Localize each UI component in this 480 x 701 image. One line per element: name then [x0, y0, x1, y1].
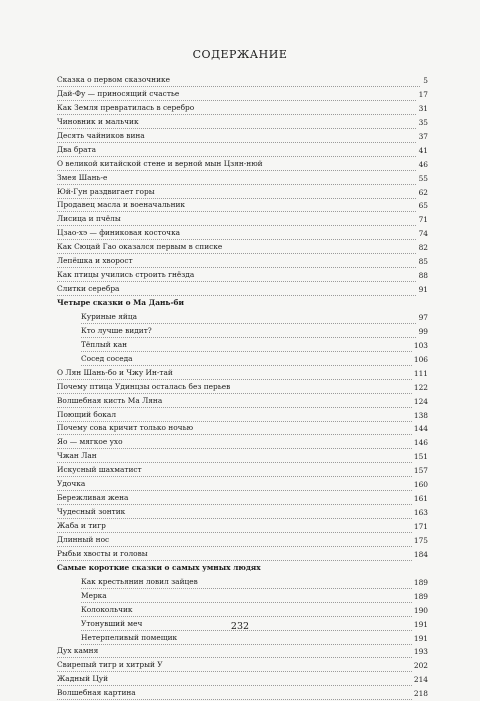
toc-entry-title: [57, 395, 428, 408]
toc-entry-text: Длинный нос: [57, 534, 110, 544]
toc-entry: [57, 339, 428, 353]
page-title: СОДЕРЖАНИЕ: [192, 48, 288, 61]
toc-entry: [57, 311, 428, 325]
toc-entry-title: [57, 158, 428, 171]
toc-entry-title: [57, 534, 428, 547]
toc-entry-title: [57, 422, 428, 435]
toc-entry-text: Рыбьи хвосты и головы: [57, 548, 148, 558]
toc-entry: [57, 478, 428, 492]
toc-entry-page: 160: [412, 478, 428, 492]
toc-entry: [57, 632, 428, 646]
toc-entry-text: Продавец масла и военачальник: [57, 200, 186, 210]
toc-entry-page: 138: [412, 409, 428, 423]
toc-entry-text: Волшебная картина: [57, 688, 136, 698]
toc-entry: [57, 116, 428, 130]
toc-entry: [57, 172, 428, 186]
toc-entry: [57, 283, 428, 297]
toc-entry: [57, 422, 428, 436]
toc-entry-page: 46: [417, 158, 428, 172]
toc-entry: [57, 673, 428, 687]
toc-entry-title: [57, 116, 428, 129]
toc-entry-page: 71: [417, 213, 428, 227]
toc-entry-title: [57, 255, 428, 268]
toc-entry-page: 122: [412, 381, 428, 395]
toc-entry-text: Чудесный зонтик: [57, 507, 126, 517]
toc-entry: [57, 255, 428, 269]
toc-entry: [57, 74, 428, 88]
toc-entry-title: [81, 339, 428, 352]
toc-entry: [57, 227, 428, 241]
toc-entry-text: Искусный шахматист: [57, 465, 142, 475]
toc-entry: [57, 102, 428, 116]
toc-entry: [57, 464, 428, 478]
toc-entry-page: 171: [412, 520, 428, 534]
toc-entry-text: Как Сюцай Гао оказался первым в списке: [57, 242, 223, 252]
toc-entry-text: Как крестьянин ловил зайцев: [81, 576, 198, 586]
toc-entry-text: Лепёшка и хворост: [57, 256, 133, 266]
table-of-contents: [57, 74, 428, 701]
toc-entry-page: 146: [412, 436, 428, 450]
toc-entry-title: [81, 604, 428, 617]
toc-entry-text: Четыре сказки о Ма Дань-би: [57, 298, 184, 307]
toc-entry-text: О великой китайской стене и верной мын Цзян-нюй: [57, 158, 263, 168]
toc-entry-page: 202: [412, 659, 428, 673]
toc-entry-page: 163: [412, 506, 428, 520]
toc-entry-text: Жаба и тигр: [57, 521, 106, 530]
toc-entry: [57, 88, 428, 102]
toc-entry-title: [81, 590, 428, 603]
toc-entry-text: Два брата: [57, 144, 97, 154]
toc-entry: [57, 576, 428, 590]
toc-entry-text: Почему птица Удинцзы осталась без перьев: [57, 381, 231, 391]
toc-entry: [57, 325, 428, 339]
toc-entry-text: Слитки серебра: [57, 284, 120, 294]
toc-entry-page: 37: [417, 130, 428, 144]
toc-entry-text: Кто лучше видит?: [81, 325, 152, 335]
toc-entry-title: [57, 506, 428, 519]
toc-entry-title: [57, 241, 428, 254]
toc-entry: [57, 213, 428, 227]
toc-entry-page: 106: [412, 353, 428, 367]
toc-entry: [57, 687, 428, 701]
toc-entry-text: Утонувший меч: [81, 618, 143, 628]
toc-entry: [57, 367, 428, 381]
toc-entry-page: 35: [417, 116, 428, 130]
toc-entry-text: Нетерпеливый помещик: [81, 632, 178, 642]
toc-entry-page: 214: [412, 673, 428, 687]
toc-entry: [57, 130, 428, 144]
toc-entry-title: [57, 172, 428, 185]
toc-entry: [57, 520, 428, 534]
toc-entry-title: [57, 562, 428, 574]
toc-entry-title: [57, 450, 428, 463]
toc-entry-title: [57, 409, 428, 422]
toc-entry: [57, 548, 428, 562]
toc-entry-title: [57, 283, 428, 296]
toc-entry-page: 157: [412, 464, 428, 478]
toc-entry-page: 124: [412, 395, 428, 409]
toc-entry-title: [57, 659, 428, 672]
toc-entry-title: [57, 269, 428, 282]
toc-entry-title: [57, 74, 428, 87]
toc-entry-page: 41: [417, 144, 428, 158]
toc-entry-title: [81, 311, 428, 324]
toc-entry: [57, 659, 428, 673]
toc-entry: [57, 409, 428, 423]
toc-entry-page: 65: [417, 199, 428, 213]
toc-entry: [57, 590, 428, 604]
toc-entry-page: 151: [412, 450, 428, 464]
toc-entry: [57, 395, 428, 409]
toc-entry-text: Поющий бокал: [57, 409, 117, 419]
toc-entry-page: 103: [412, 339, 428, 353]
toc-entry-text: Мерка: [81, 590, 107, 600]
toc-entry-text: Бережливая жена: [57, 493, 129, 503]
toc-entry-page: 193: [412, 645, 428, 659]
toc-entry-title: [57, 213, 428, 226]
toc-entry: [57, 450, 428, 464]
toc-entry-page: 189: [412, 576, 428, 590]
toc-entry-page: 190: [412, 604, 428, 618]
toc-entry-text: Жадный Цуй: [57, 674, 109, 684]
toc-entry-title: [57, 102, 428, 115]
toc-entry-title: [57, 367, 428, 380]
toc-entry-page: 218: [412, 687, 428, 701]
toc-entry: [57, 492, 428, 506]
toc-entry-text: Лисица и пчёлы: [57, 214, 121, 224]
toc-entry-text: Свирепый тигр и хитрый У: [57, 660, 163, 670]
toc-entry-title: [57, 199, 428, 212]
toc-entry-page: 175: [412, 534, 428, 548]
toc-entry-title: [57, 130, 428, 143]
toc-entry-title: [57, 227, 428, 240]
toc-entry-text: Куриные яйца: [81, 311, 138, 321]
toc-entry-page: 5: [421, 74, 428, 88]
toc-entry-text: Почему сова кричит только ночью: [57, 423, 194, 433]
toc-entry-title: [57, 144, 428, 157]
toc-entry: [57, 144, 428, 158]
toc-entry-text: О Лян Шань-бо и Чжу Ин-тай: [57, 367, 173, 377]
toc-entry-title: [57, 464, 428, 477]
toc-entry-text: Яо — мягкое ухо: [57, 437, 123, 447]
toc-entry: [57, 381, 428, 395]
toc-entry-text: Колокольчик: [81, 604, 133, 614]
toc-section-heading: [57, 562, 428, 576]
toc-entry-title: [57, 645, 428, 658]
toc-entry-title: [81, 325, 428, 338]
toc-entry-text: Тёплый кан: [81, 339, 128, 349]
toc-entry-title: [57, 186, 428, 199]
toc-entry: [57, 158, 428, 172]
toc-entry-page: 85: [417, 255, 428, 269]
toc-entry-text: Чиновник и мальчик: [57, 116, 139, 126]
toc-entry-title: [57, 520, 428, 533]
toc-entry-page: 189: [412, 590, 428, 604]
toc-entry-text: Дай-Фу — приносящий счастье: [57, 88, 180, 98]
toc-entry-page: 31: [417, 102, 428, 116]
page-number: 232: [230, 621, 250, 632]
toc-entry-text: Волшебная кисть Ма Ляна: [57, 395, 163, 405]
toc-entry-title: [57, 436, 428, 449]
toc-entry-page: 17: [417, 88, 428, 102]
toc-entry-page: 191: [412, 632, 428, 646]
toc-entry: [57, 186, 428, 200]
toc-entry: [57, 506, 428, 520]
toc-entry-page: 184: [412, 548, 428, 562]
toc-entry-title: [57, 492, 428, 505]
toc-entry-text: Сосед соседа: [81, 353, 133, 363]
toc-entry-title: [81, 632, 428, 645]
toc-entry: [57, 645, 428, 659]
toc-entry-title: [81, 353, 428, 366]
toc-entry-page: 62: [417, 186, 428, 200]
toc-entry: [57, 269, 428, 283]
toc-entry-text: Как Земля превратилась в серебро: [57, 102, 195, 112]
toc-entry-title: [57, 297, 428, 309]
toc-entry-page: 91: [417, 283, 428, 297]
toc-entry-title: [81, 576, 428, 589]
toc-entry-title: [57, 673, 428, 686]
toc-entry: [57, 241, 428, 255]
toc-entry-page: 161: [412, 492, 428, 506]
toc-entry-page: 191: [412, 618, 428, 632]
toc-entry-text: Дух камня: [57, 646, 99, 656]
toc-entry-text: Удочка: [57, 479, 86, 489]
toc-entry-text: Сказка о первом сказочнике: [57, 75, 170, 84]
toc-entry: [57, 353, 428, 367]
toc-entry: [57, 604, 428, 618]
toc-entry-text: Чжан Лан: [57, 451, 97, 461]
toc-entry-title: [57, 548, 428, 561]
toc-entry-text: Змея Шань-е: [57, 172, 108, 182]
toc-entry-page: 88: [417, 269, 428, 283]
toc-entry-page: 144: [412, 422, 428, 436]
toc-entry-page: 111: [412, 367, 428, 381]
toc-entry-text: Десять чайников вина: [57, 130, 145, 140]
toc-section-heading: [57, 297, 428, 311]
toc-entry-page: 74: [417, 227, 428, 241]
toc-entry-title: [57, 478, 428, 491]
toc-entry-text: Как птицы учились строить гнёзда: [57, 270, 195, 280]
toc-entry-title: [57, 687, 428, 700]
toc-entry-page: 97: [417, 311, 428, 325]
toc-entry: [57, 534, 428, 548]
toc-entry-text: Юй-Гун раздвигает горы: [57, 186, 155, 196]
toc-entry-page: 55: [417, 172, 428, 186]
toc-entry-title: [57, 88, 428, 101]
toc-entry: [57, 199, 428, 213]
toc-entry-page: 99: [417, 325, 428, 339]
toc-entry-text: Самые короткие сказки о самых умных людях: [57, 562, 261, 572]
toc-entry-title: [57, 381, 428, 394]
toc-entry-text: Цзао-хэ — финиковая косточка: [57, 228, 181, 238]
toc-entry: [57, 436, 428, 450]
toc-entry-page: 82: [417, 241, 428, 255]
